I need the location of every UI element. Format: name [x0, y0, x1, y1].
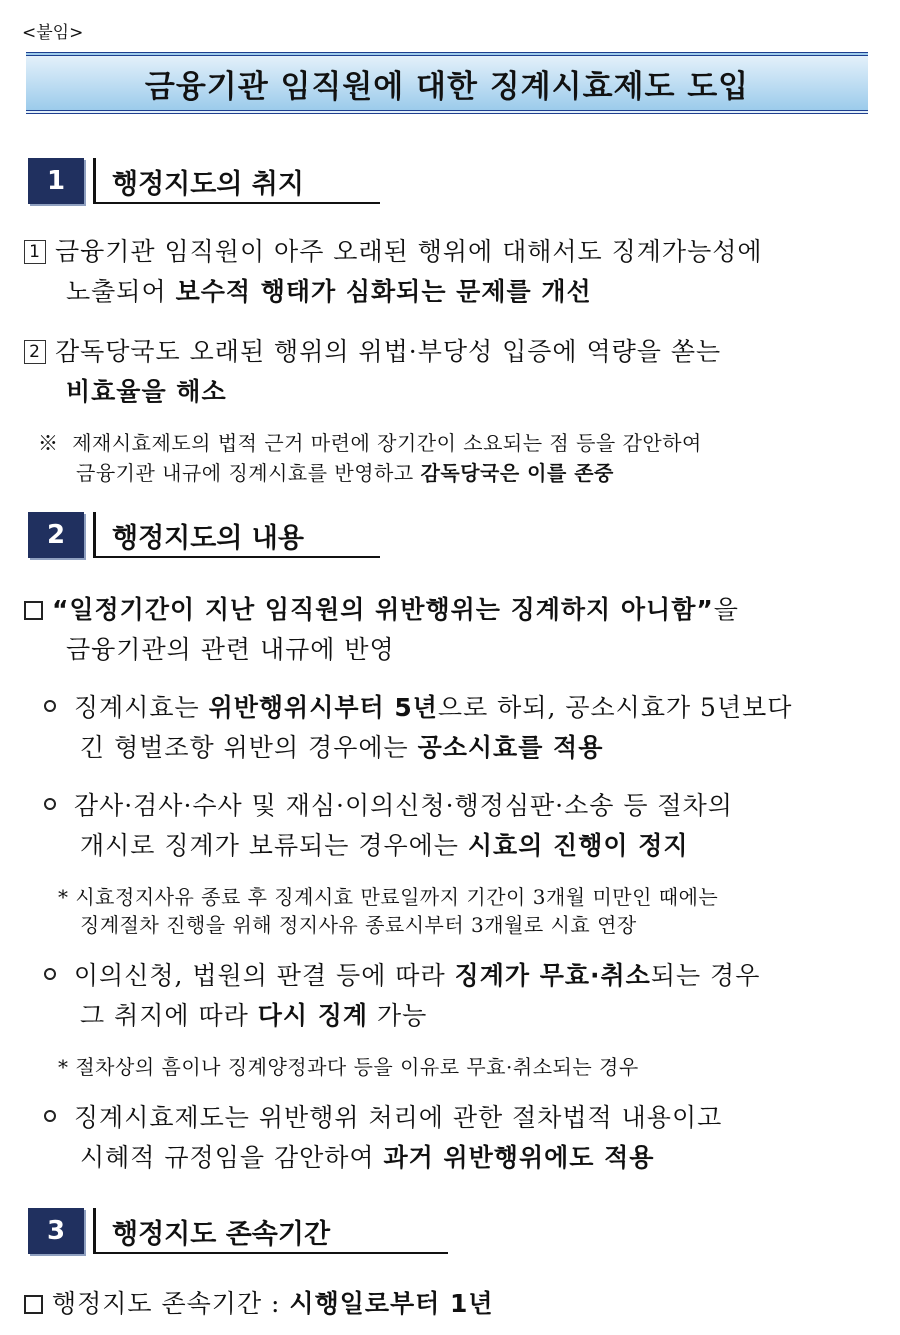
s1-item-1-line-2: 노출되어 보수적 행태가 심화되는 문제를 개선: [66, 277, 592, 306]
attachment-label: <붙임>: [22, 23, 84, 43]
square-bullet: [24, 1295, 43, 1314]
asterisk-mark: *: [58, 885, 69, 909]
reference-mark: ※: [38, 431, 59, 455]
section-2-underline: [93, 556, 380, 558]
s1-note: ※ 제재시효제도의 법적 근거 마련에 장기간이 소요되는 점 등을 감안하여: [38, 431, 702, 455]
s2-note-1-line-2: 징계절차 진행을 위해 정지사유 종료시부터 3개월로 시효 연장: [80, 913, 637, 937]
s2-main-line-2: 금융기관의 관련 내규에 반영: [66, 635, 395, 664]
numbered-box-2: 2: [24, 340, 46, 364]
section-1-number: 1: [28, 158, 84, 204]
circle-bullet: [44, 968, 56, 980]
circle-bullet: [44, 1110, 56, 1122]
section-1-underline: [93, 202, 380, 204]
s3-duration: 행정지도 존속기간 : 시행일로부터 1년: [24, 1284, 884, 1324]
section-1-divider: [93, 158, 96, 204]
title-banner: [26, 52, 868, 114]
s2-main: “일정기간이 지난 임직원의 위반행위는 징계하지 아니함”을: [24, 590, 884, 630]
numbered-box-1: 1: [24, 240, 46, 264]
s2-note-2: * 절차상의 흠이나 징계양정과다 등을 이유로 무효·취소되는 경우: [58, 1055, 639, 1079]
s1-item-2-line-2: 비효율을 해소: [66, 377, 227, 406]
circle-bullet: [44, 798, 56, 810]
section-3-title: 행정지도 존속기간: [112, 1219, 331, 1250]
section-1-title: 행정지도의 취지: [112, 169, 304, 200]
section-3-divider: [93, 1208, 96, 1254]
s2-bullet-2: 감사·검사·수사 및 재심·이의신청·행정심판·소송 등 절차의: [44, 786, 884, 826]
document-title: 금융기관 임직원에 대한 징계시효제도 도입: [144, 68, 750, 105]
s1-item-1: 1 금융기관 임직원이 아주 오래된 행위에 대해서도 징계가능성에: [24, 232, 874, 272]
s2-bullet-3-line-2: 그 취지에 따라 다시 징계 가능: [80, 1001, 428, 1030]
square-bullet: [24, 601, 43, 620]
s2-note-1: * 시효정지사유 종료 후 징계시효 만료일까지 기간이 3개월 미만인 때에는: [58, 885, 719, 909]
section-2-divider: [93, 512, 96, 558]
section-2-number: 2: [28, 512, 84, 558]
s2-bullet-3: 이의신청, 법원의 판결 등에 따라 징계가 무효·취소되는 경우: [44, 956, 884, 996]
s2-bullet-1-line-2: 긴 형벌조항 위반의 경우에는 공소시효를 적용: [80, 733, 604, 762]
asterisk-mark: *: [58, 1055, 69, 1079]
circle-bullet: [44, 700, 56, 712]
s2-bullet-2-line-2: 개시로 징계가 보류되는 경우에는 시효의 진행이 정지: [80, 831, 689, 860]
s2-bullet-4-line-2: 시혜적 규정임을 감안하여 과거 위반행위에도 적용: [80, 1143, 655, 1172]
section-3-number: 3: [28, 1208, 84, 1254]
s2-bullet-4: 징계시효제도는 위반행위 처리에 관한 절차법적 내용이고: [44, 1098, 884, 1138]
section-2-title: 행정지도의 내용: [112, 523, 304, 554]
s1-item-2: 2 감독당국도 오래된 행위의 위법·부당성 입증에 역량을 쏟는: [24, 332, 874, 372]
section-3-underline: [93, 1252, 448, 1254]
s1-note-line-2: 금융기관 내규에 징계시효를 반영하고 감독당국은 이를 존중: [76, 461, 614, 485]
s2-bullet-1: 징계시효는 위반행위시부터 5년으로 하되, 공소시효가 5년보다: [44, 688, 884, 728]
